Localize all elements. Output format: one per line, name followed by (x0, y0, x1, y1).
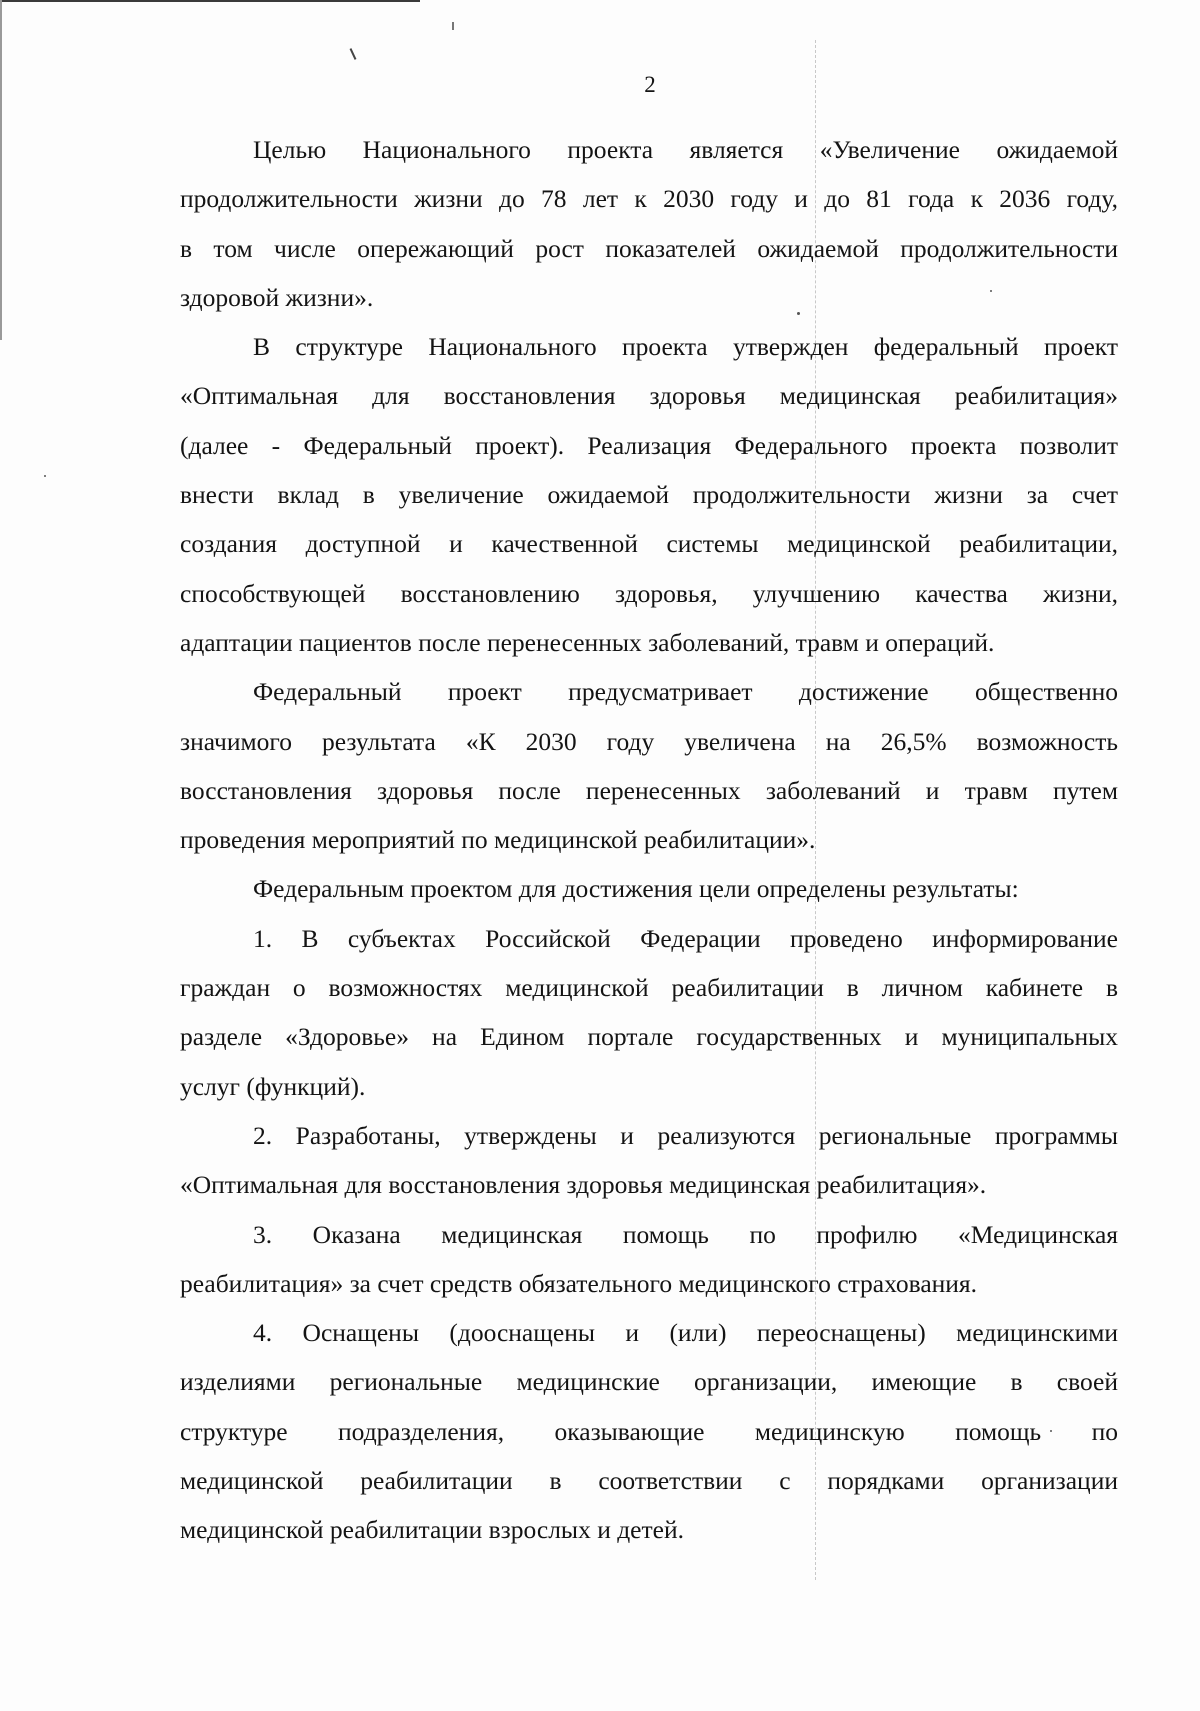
text-line: значимого результата «К 2030 году увеличена на 26,5% возможность (180, 726, 1118, 756)
text-line: изделиями региональные медицинские организации, имеющие в своей (180, 1367, 1118, 1397)
text-line: структуре подразделения, оказывающие медицинскую помощь по (180, 1416, 1118, 1446)
text-line: медицинской реабилитации взрослых и детей. (180, 1515, 684, 1545)
text-line: «Оптимальная для восстановления здоровья медицинская реабилитация» (180, 381, 1118, 411)
scan-speck (452, 22, 454, 30)
paragraph-results-intro (180, 864, 1118, 913)
text-line: «Оптимальная для восстановления здоровья медицинская реабилитация». (180, 1170, 987, 1200)
scan-edge-left (0, 0, 2, 340)
text-line: реабилитация» за счет средств обязательного медицинского страхования. (180, 1268, 978, 1298)
text-line: граждан о возможностях медицинской реабилитации в личном кабинете в (180, 973, 1118, 1003)
list-item-4 (180, 1308, 1118, 1554)
text-line: Федеральный проект предусматривает достижение общественно (253, 677, 1118, 707)
text-line: (далее - Федеральный проект). Реализация Федерального проекта позволит (180, 430, 1118, 460)
text-line: в том числе опережающий рост показателей ожидаемой продолжительности (180, 233, 1118, 263)
text-line: разделе «Здоровье» на Едином портале государственных и муниципальных (180, 1022, 1118, 1052)
paragraph-structure (180, 322, 1118, 667)
text-line: В структуре Национального проекта утвержден федеральный проект (253, 332, 1118, 362)
list-item-1 (180, 914, 1118, 1111)
scan-edge-top (0, 0, 420, 2)
text-line: услуг (функций). (180, 1071, 366, 1101)
text-line: проведения мероприятий по медицинской реабилитации». (180, 825, 816, 855)
text-line: Федеральным проектом для достижения цели определены результаты: (253, 874, 1019, 904)
page-number: 2 (644, 72, 656, 97)
text-line: продолжительности жизни до 78 лет к 2030 году и до 81 года к 2036 году, (180, 184, 1118, 214)
text-line: восстановления здоровья после перенесенных заболеваний и травм путем (180, 775, 1118, 805)
text-line: Целью Национального проекта является «Увеличение ожидаемой (253, 135, 1118, 164)
text-line: адаптации пациентов после перенесенных заболеваний, травм и операций. (180, 627, 995, 657)
text-line: способствующей восстановлению здоровья, улучшению качества жизни, (180, 578, 1118, 608)
paragraph-result (180, 667, 1118, 864)
text-line: 2. Разработаны, утверждены и реализуются региональные программы (253, 1120, 1118, 1150)
text-line: внести вклад в увеличение ожидаемой продолжительности жизни за счет (180, 480, 1118, 510)
text-line: 4. Оснащены (дооснащены и (или) переоснащены) медицинскими (253, 1318, 1118, 1348)
list-item-2 (180, 1111, 1118, 1210)
scan-speck (44, 475, 46, 477)
text-line: 3. Оказана медицинская помощь по профилю «Медицинская (253, 1219, 1118, 1249)
text-line: создания доступной и качественной системы медицинской реабилитации, (180, 529, 1118, 559)
text-line: здоровой жизни». (180, 282, 374, 312)
document-body (180, 125, 1118, 1555)
text-line: медицинской реабилитации в соответствии с порядками организации (180, 1466, 1118, 1496)
scan-speck (350, 48, 357, 60)
text-line: 1. В субъектах Российской Федерации проведено информирование (253, 923, 1118, 953)
list-item-3 (180, 1210, 1118, 1309)
paragraph-goal (180, 125, 1118, 322)
